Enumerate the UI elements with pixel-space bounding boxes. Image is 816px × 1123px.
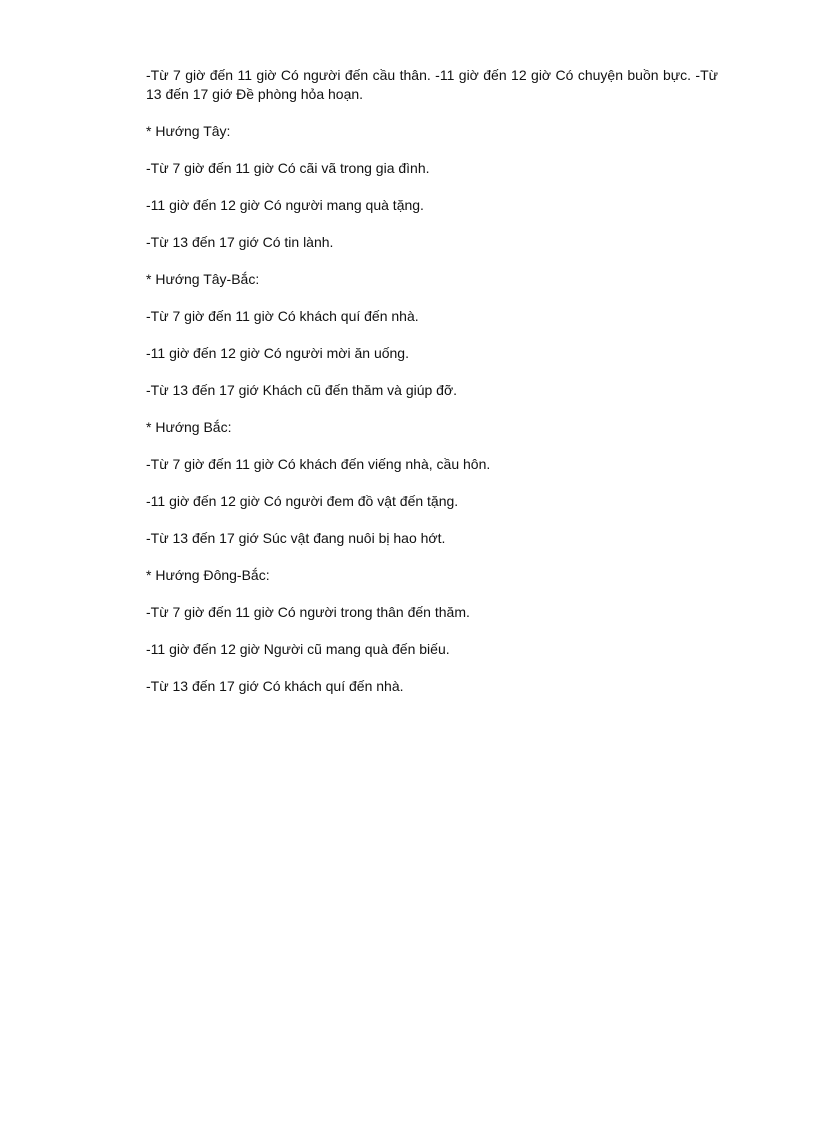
text-line: -Từ 13 đến 17 giớ Có tin lành. xyxy=(146,234,334,250)
text-line: -Từ 13 đến 17 giớ Có khách quí đến nhà. xyxy=(146,678,404,694)
text-line: -Từ 7 giờ đến 11 giờ Có khách quí đến nhà. xyxy=(146,308,419,324)
text-line: -11 giờ đến 12 giờ Có người đem đồ vật đến tặng. xyxy=(146,493,459,509)
section-heading-tay-bac: * Hướng Tây-Bắc: xyxy=(146,271,260,287)
intro-paragraph: -Từ 7 giờ đến 11 giờ Có người đến cầu thân. -11 giờ đến 12 giờ Có chuyện buồn bực. -Từ 13 đến 17 giớ Đề phòng hỏa hoạn. xyxy=(146,67,718,102)
text-line: -11 giờ đến 12 giờ Có người mời ăn uống. xyxy=(146,345,409,361)
text-line: -11 giờ đến 12 giờ Người cũ mang quà đến biếu. xyxy=(146,641,450,657)
text-line: -11 giờ đến 12 giờ Có người mang quà tặng. xyxy=(146,197,424,213)
text-line: -Từ 7 giờ đến 11 giờ Có người trong thân đến thăm. xyxy=(146,604,470,620)
document-body xyxy=(146,66,718,714)
text-line: -Từ 13 đến 17 giớ Súc vật đang nuôi bị hao hớt. xyxy=(146,530,446,546)
text-line: -Từ 7 giờ đến 11 giờ Có khách đến viếng nhà, cầu hôn. xyxy=(146,456,491,472)
text-line: -Từ 7 giờ đến 11 giờ Có cãi vã trong gia đình. xyxy=(146,160,430,176)
section-heading-dong-bac: * Hướng Đông-Bắc: xyxy=(146,567,270,583)
section-heading-bac: * Hướng Bắc: xyxy=(146,419,232,435)
text-line: -Từ 13 đến 17 giớ Khách cũ đến thăm và giúp đỡ. xyxy=(146,382,458,398)
section-heading-tay: * Hướng Tây: xyxy=(146,123,231,139)
